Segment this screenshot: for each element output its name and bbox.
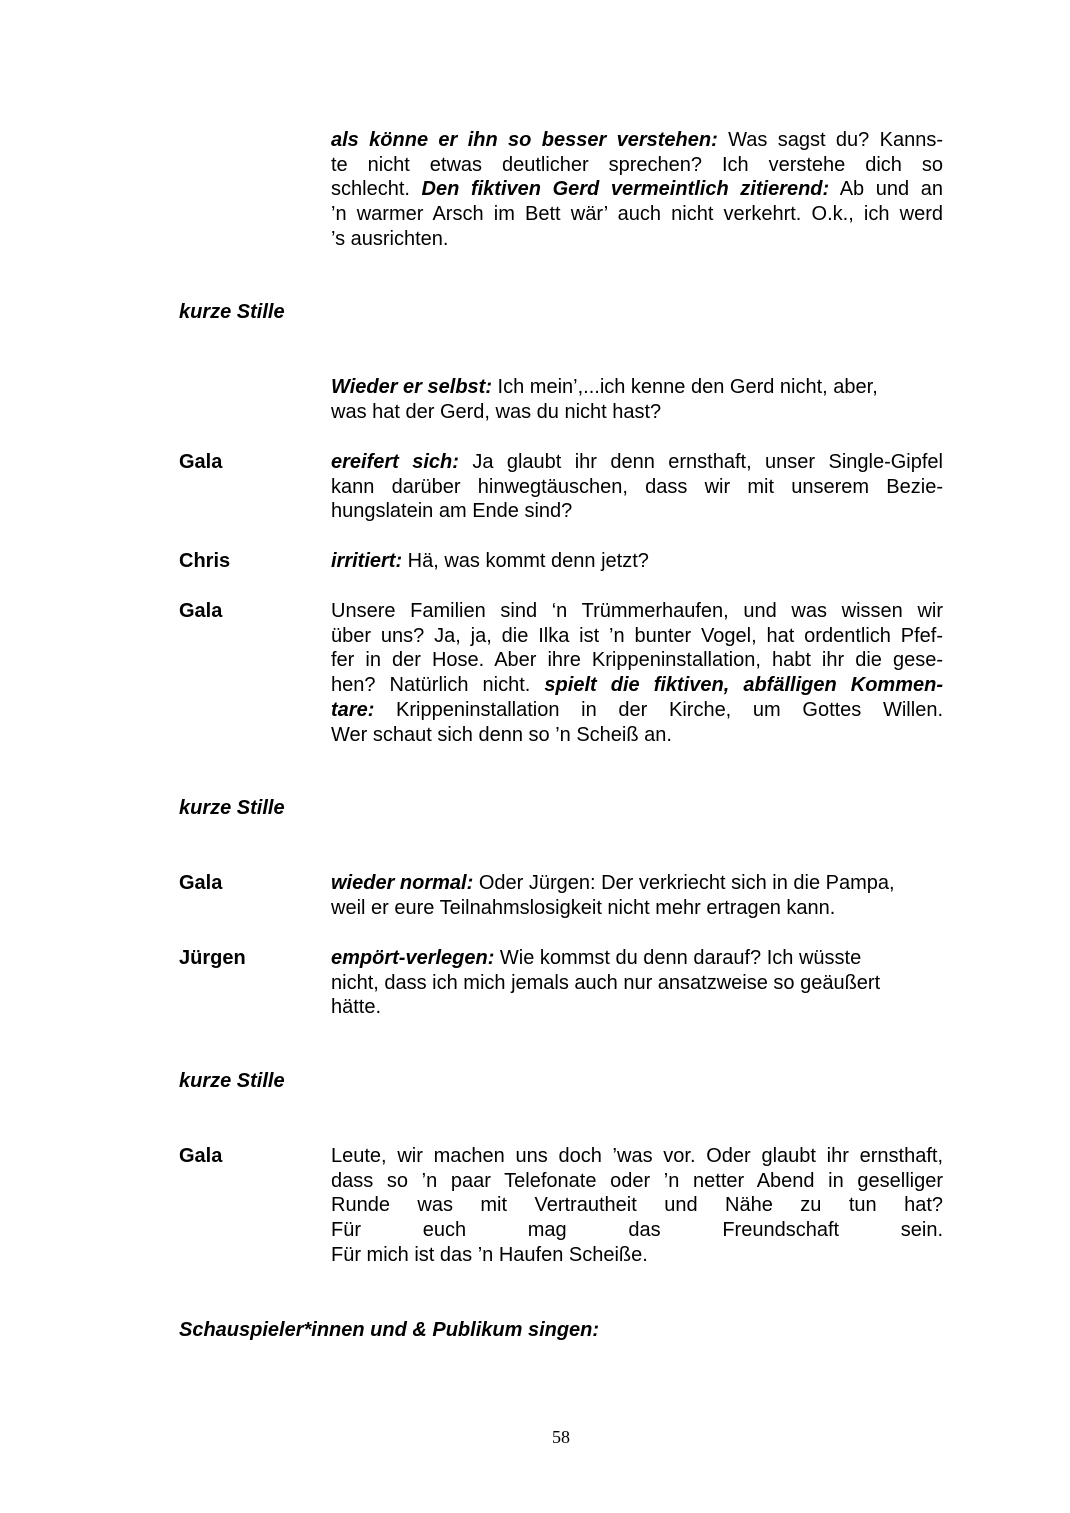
- stage-direction-inline: irritiert:: [331, 550, 403, 572]
- spoken-text: Was sagst du? Kanns-: [717, 129, 943, 151]
- speaker-name: Jürgen: [179, 947, 246, 969]
- dialogue-line: [331, 375, 943, 400]
- dialogue-line: [331, 1169, 943, 1194]
- spoken-text: kann darüber hinwegtäuschen, dass wir mit unserem Bezie-: [331, 475, 943, 498]
- spoken-text: über uns? Ja, ja, die Ilka ist ’n bunter Vogel, hat ordentlich Pfef-: [331, 624, 943, 647]
- dialogue-text: [331, 871, 943, 920]
- spoken-text: was hat der Gerd, was du nicht hast?: [331, 400, 662, 423]
- spoken-text: hungslatein am Ende sind?: [331, 500, 573, 523]
- dialogue-text: [331, 946, 943, 1020]
- spoken-text: Ja glaubt ihr denn ernsthaft, unser Single-Gipfel: [458, 451, 943, 473]
- spoken-text: Für euch mag das Freundschaft sein.: [331, 1219, 943, 1242]
- stage-direction: kurze Stille: [179, 797, 285, 819]
- dialogue-line: [331, 971, 943, 996]
- speaker-name: Gala: [179, 1145, 223, 1167]
- page-number: 58: [552, 1427, 570, 1447]
- dialogue-line: [331, 499, 943, 524]
- dialogue-line: [331, 153, 943, 178]
- spoken-text: te nicht etwas deutlicher sprechen? Ich verstehe dich so: [331, 153, 943, 176]
- dialogue-text: [331, 375, 943, 424]
- stage-direction-inline: tare:: [331, 698, 375, 721]
- dialogue-text: [331, 450, 943, 524]
- dialogue-line: [331, 599, 943, 624]
- spoken-text: Wie kommst du denn darauf? Ich wüsste: [494, 947, 862, 969]
- stage-direction: kurze Stille: [179, 301, 285, 323]
- spoken-text: dass so ’n paar Telefonate oder ’n netter Abend in geselliger: [331, 1169, 943, 1192]
- spoken-text: Krippeninstallation in der Kirche, um Gottes Willen.: [374, 698, 943, 721]
- spoken-text: Wer schaut sich denn so ’n Scheiß an.: [331, 723, 672, 746]
- spoken-text: ’s ausrichten.: [331, 227, 449, 250]
- spoken-text: ’n warmer Arsch im Bett wär’ auch nicht verkehrt. O.k., ich werd: [331, 203, 943, 226]
- stage-direction-inline: als könne er ihn so besser verstehen:: [331, 129, 718, 151]
- dialogue-line: [331, 871, 943, 896]
- dialogue-line: [331, 648, 943, 673]
- dialogue-line: [331, 1243, 943, 1268]
- stage-direction-inline: ereifert sich:: [331, 451, 459, 473]
- stage-direction: Schauspieler*innen und & Publikum singen:: [179, 1319, 600, 1341]
- dialogue-line: [331, 227, 943, 252]
- spoken-text: Für mich ist das ’n Haufen Scheiße.: [331, 1243, 648, 1266]
- speaker-name: Gala: [179, 451, 223, 473]
- spoken-text: nicht, dass ich mich jemals auch nur ansatzweise so geäußert: [331, 971, 881, 994]
- spoken-text: Unsere Familien sind ‘n Trümmerhaufen, und was wissen wir: [331, 600, 943, 622]
- spoken-text: fer in der Hose. Aber ihre Krippeninstallation, habt ihr die gese-: [331, 649, 943, 672]
- spoken-text: Runde was mit Vertrautheit und Nähe zu tun hat?: [331, 1194, 943, 1217]
- dialogue-text: [331, 599, 943, 747]
- dialogue-line: [331, 946, 943, 971]
- dialogue-line: [331, 896, 943, 921]
- dialogue-line: [331, 128, 943, 153]
- speaker-name: Chris: [179, 550, 231, 572]
- spoken-text: Ab und an: [829, 178, 943, 201]
- stage-direction-inline: spielt die fiktiven, abfälligen Kommen-: [544, 674, 943, 697]
- spoken-text: Hä, was kommt denn jetzt?: [402, 550, 649, 572]
- dialogue-line: [331, 549, 943, 574]
- dialogue-line: [331, 202, 943, 227]
- spoken-text: schlecht.: [331, 178, 422, 201]
- stage-direction-inline: Wieder er selbst:: [331, 376, 492, 398]
- dialogue-line: [331, 624, 943, 649]
- stage-direction-inline: empört-verlegen:: [331, 947, 495, 969]
- dialogue-line: [331, 1193, 943, 1218]
- dialogue-text: [331, 549, 943, 574]
- dialogue-line: [331, 177, 943, 202]
- dialogue-line: [331, 1144, 943, 1169]
- dialogue-line: [331, 698, 943, 723]
- spoken-text: Oder Jürgen: Der verkriecht sich in die Pampa,: [473, 872, 895, 894]
- dialogue-line: [331, 450, 943, 475]
- stage-direction: kurze Stille: [179, 1070, 285, 1092]
- spoken-text: Leute, wir machen uns doch ’was vor. Oder glaubt ihr ernsthaft,: [331, 1145, 943, 1167]
- spoken-text: hen? Natürlich nicht.: [331, 674, 545, 697]
- spoken-text: weil er eure Teilnahmslosigkeit nicht mehr ertragen kann.: [331, 896, 836, 919]
- stage-direction-inline: Den fiktiven Gerd vermeintlich zitierend:: [421, 178, 830, 201]
- dialogue-text: [331, 128, 943, 252]
- stage-direction-inline: wieder normal:: [331, 872, 474, 894]
- speaker-name: Gala: [179, 600, 223, 622]
- dialogue-line: [331, 723, 943, 748]
- dialogue-line: [331, 995, 943, 1020]
- dialogue-line: [331, 400, 943, 425]
- spoken-text: hätte.: [331, 996, 382, 1019]
- dialogue-line: [331, 673, 943, 698]
- dialogue-line: [331, 1218, 943, 1243]
- dialogue-line: [331, 475, 943, 500]
- speaker-name: Gala: [179, 872, 223, 894]
- dialogue-text: [331, 1144, 943, 1268]
- spoken-text: Ich mein’,...ich kenne den Gerd nicht, aber,: [492, 376, 878, 398]
